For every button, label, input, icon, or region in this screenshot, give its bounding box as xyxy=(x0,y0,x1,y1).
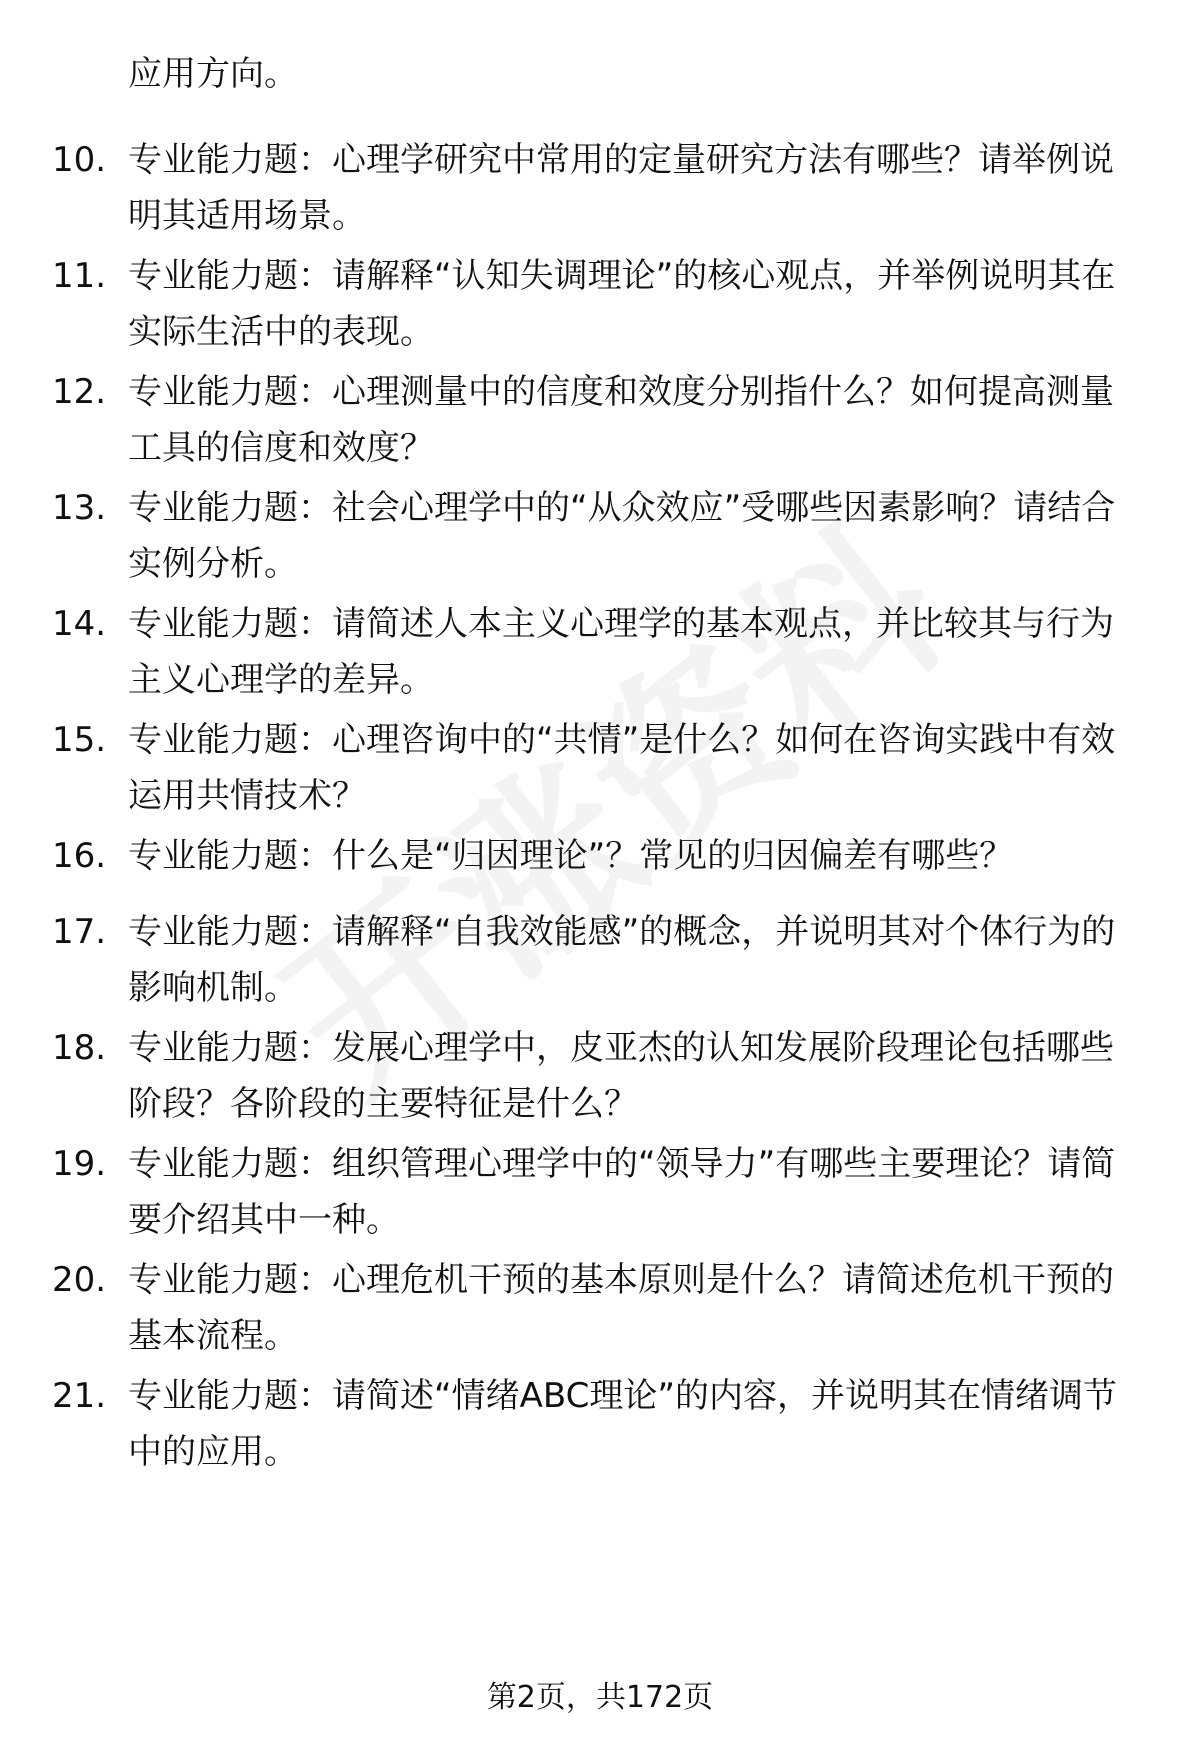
question-text: 专业能力题：组织管理心理学中的“领导力”有哪些主要理论？请简要介绍其中一种。 xyxy=(128,1144,1116,1240)
question-number: 12. xyxy=(52,372,107,412)
question-number: 13. xyxy=(52,488,107,528)
page-footer: 第2页，共172页 xyxy=(486,1680,714,1715)
question-number: 11. xyxy=(52,256,107,296)
question-text: 专业能力题：心理测量中的信度和效度分别指什么？如何提高测量工具的信度和效度？ xyxy=(128,372,1114,468)
question-number: 15. xyxy=(52,720,107,760)
question-text: 专业能力题：社会心理学中的“从众效应”受哪些因素影响？请结合实例分析。 xyxy=(128,488,1116,584)
question-text: 专业能力题：请简述“情绪ABC理论”的内容，并说明其在情绪调节中的应用。 xyxy=(128,1376,1117,1472)
question-number: 19. xyxy=(52,1144,107,1184)
question-text: 专业能力题：请解释“认知失调理论”的核心观点，并举例说明其在实际生活中的表现。 xyxy=(128,256,1116,352)
question-number: 14. xyxy=(52,604,107,644)
question-number: 18. xyxy=(52,1028,107,1068)
question-text: 专业能力题：请简述人本主义心理学的基本观点，并比较其与行为主义心理学的差异。 xyxy=(128,604,1114,700)
question-number: 21. xyxy=(52,1376,107,1416)
question-number: 16. xyxy=(52,836,107,876)
question-number: 10. xyxy=(52,140,107,180)
question-number: 20. xyxy=(52,1260,107,1300)
question-text: 专业能力题：请解释“自我效能感”的概念，并说明其对个体行为的影响机制。 xyxy=(128,912,1116,1008)
question-number: 17. xyxy=(52,912,107,952)
question-text: 专业能力题：什么是“归因理论”？常见的归因偏差有哪些？ xyxy=(128,836,1014,876)
question-text: 专业能力题：发展心理学中，皮亚杰的认知发展阶段理论包括哪些阶段？各阶段的主要特征是什么？ xyxy=(128,1028,1114,1124)
continuation-text: 应用方向。 xyxy=(128,54,298,94)
question-text: 专业能力题：心理危机干预的基本原则是什么？请简述危机干预的基本流程。 xyxy=(128,1260,1114,1356)
question-text: 专业能力题：心理咨询中的“共情”是什么？如何在咨询实践中有效运用共情技术？ xyxy=(128,720,1116,816)
question-text: 专业能力题：心理学研究中常用的定量研究方法有哪些？请举例说明其适用场景。 xyxy=(128,140,1114,236)
